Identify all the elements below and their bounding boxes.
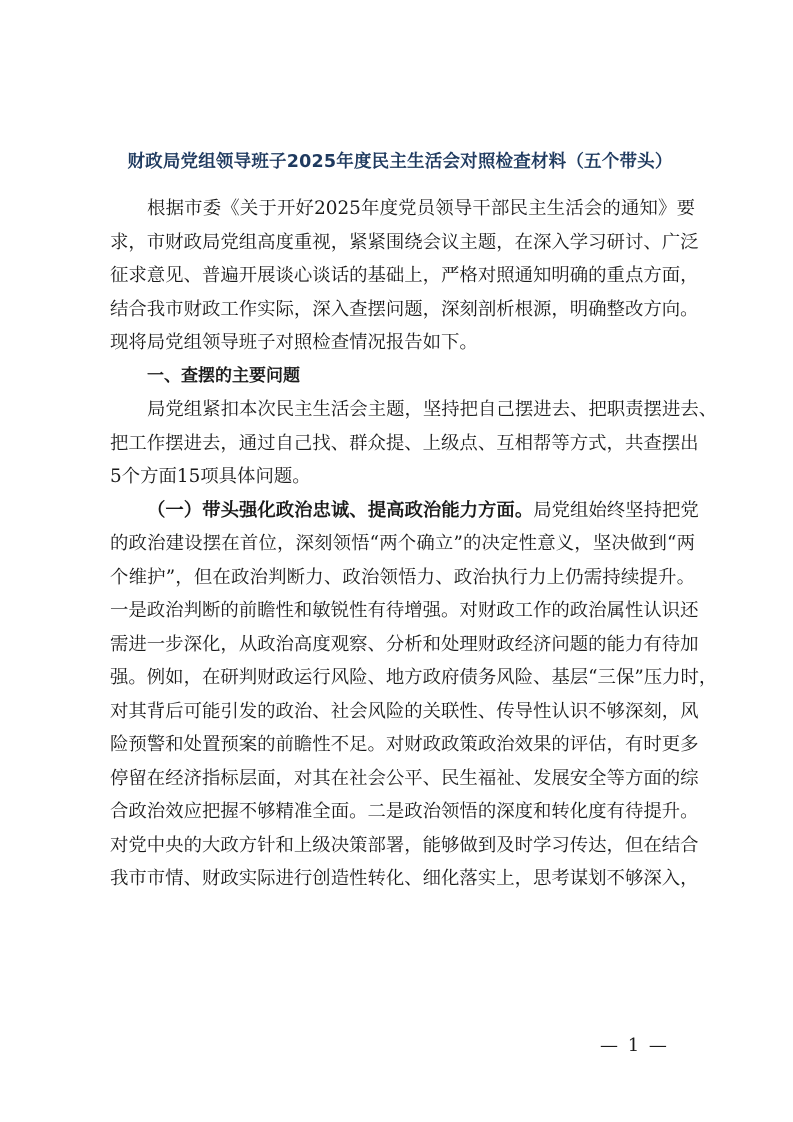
intro-line: 现将局党组领导班子对照检查情况报告如下。 — [110, 332, 478, 353]
subsection-first-line — [110, 494, 699, 528]
subsection-text: 局党组始终坚持把党 — [533, 499, 699, 521]
subsection-heading: （一）带头强化政治忠诚、提高政治能力方面。 — [147, 499, 534, 521]
subsection-line: 对党中央的大政方针和上级决策部署，能够做到及时学习传达，但在结合 — [110, 834, 699, 856]
subsection-line: 停留在经济指标层面，对其在社会公平、民生福祉、发展安全等方面的综 — [110, 767, 699, 789]
intro-line: 结合我市财政工作实际，深入查摆问题，深刻剖析根源，明确整改方向。 — [110, 298, 699, 320]
section-para-line: 把工作摆进去，通过自己找、群众提、上级点、互相帮等方式，共查摆出 — [110, 432, 699, 454]
subsection-line: 强。例如，在研判财政运行风险、地方政府债务风险、基层“三保”压力时， — [110, 667, 718, 688]
section-heading: 一、查摆的主要问题 — [147, 365, 300, 386]
document-title: 财政局党组领导班子2025年度民主生活会对照检查材料（五个带头） — [127, 152, 673, 172]
subsection-line: 对其背后可能引发的政治、社会风险的关联性、传导性认识不够深刻，风 — [110, 700, 699, 722]
subsection-line: 合政治效应把握不够精准全面。二是政治领悟的深度和转化度有待提升。 — [110, 801, 699, 822]
page-number: — 1 — — [600, 1035, 669, 1056]
section-para-line: 5个方面15项具体问题。 — [110, 466, 311, 487]
document-body — [110, 192, 718, 896]
subsection-line: 个维护”，但在政治判断力、政治领悟力、政治执行力上仍需持续提升。 — [110, 566, 695, 588]
subsection-line: 的政治建设摆在首位，深刻领悟“两个确立”的决定性意义，坚决做到“两 — [110, 533, 695, 554]
subsection-line: 需进一步深化，从政治高度观察、分析和处理财政经济问题的能力有待加 — [110, 633, 699, 655]
subsection-line: 我市市情、财政实际进行创造性转化、细化落实上，思考谋划不够深入， — [110, 868, 699, 889]
intro-line: 征求意见、普遍开展谈心谈话的基础上，严格对照通知明确的重点方面， — [110, 265, 699, 286]
intro-line: 根据市委《关于开好2025年度党员领导干部民主生活会的通知》要 — [147, 198, 695, 219]
subsection-line: 一是政治判断的前瞻性和敏锐性有待增强。对财政工作的政治属性认识还 — [110, 600, 699, 621]
section-para-line: 局党组紧扣本次民主生活会主题，坚持把自己摆进去、把职责摆进去、 — [147, 399, 718, 420]
subsection-line: 险预警和处置预案的前瞻性不足。对财政政策政治效果的评估，有时更多 — [110, 734, 699, 755]
intro-line: 求，市财政局党组高度重视，紧紧围绕会议主题，在深入学习研讨、广泛 — [110, 231, 699, 253]
